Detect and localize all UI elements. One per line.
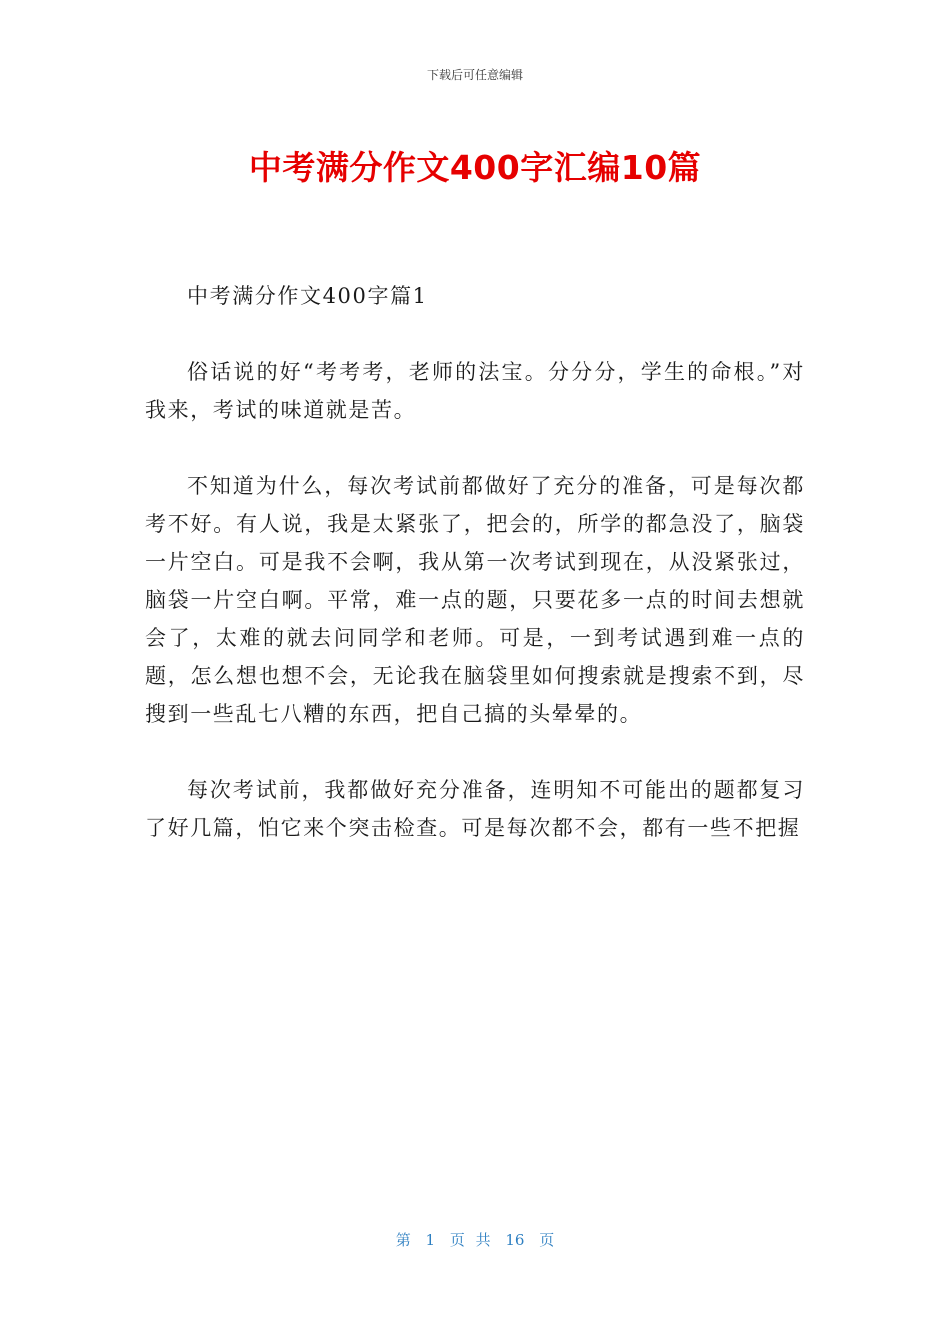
document-title: 中考满分作文400字汇编10篇 — [248, 148, 702, 187]
header-note: 下载后可任意编辑 — [426, 68, 523, 82]
paragraph: 俗话说的好“考考考，老师的法宝。分分分，学生的命根。”对我来，考试的味道就是苦。 — [145, 360, 805, 422]
footer-suffix: 页 — [539, 1231, 555, 1249]
paragraph: 不知道为什么，每次考试前都做好了充分的准备，可是每次都考不好。有人说，我是太紧张了，把会的，所学的都急没了，脑袋一片空白。可是我不会啊，我从第一次考试到现在，从没紧张过，脑袋一片空白啊。平常，难一点的题，只要花多一点的时间去想就会了，太难的就去问同学和老师。可是，一到考试遇到难一点的题，怎么想也想不会，无论我在脑袋里如何搜索就是搜索不到，尽搜到一些乱七八糟的东西，把自己搞的头晕晕的。 — [145, 474, 805, 726]
footer-middle: 页 共 — [449, 1231, 491, 1249]
footer-total-pages: 16 — [505, 1231, 525, 1249]
section-heading: 中考满分作文400字篇1 — [187, 284, 428, 308]
paragraph: 每次考试前，我都做好充分准备，连明知不可能出的题都复习了好几篇，怕它来个突击检查。可是每次都不会，都有一些不把握 — [145, 778, 805, 840]
footer-page-number: 1 — [425, 1231, 436, 1249]
page-footer — [0, 1229, 950, 1250]
footer-prefix: 第 — [395, 1231, 411, 1249]
document-body — [145, 277, 805, 885]
